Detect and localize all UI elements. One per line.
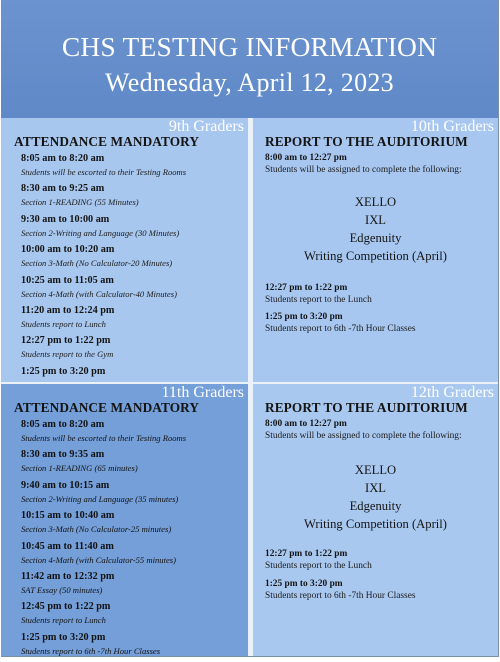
schedule-note: Students report to 6th -7th Hour Classes — [265, 591, 416, 601]
schedule-item — [21, 274, 244, 300]
schedule-time: 12:45 pm to 1:22 pm — [21, 601, 111, 613]
schedule-item — [21, 152, 244, 178]
schedule-time: 10:00 am to 10:20 am — [21, 244, 115, 256]
schedule-note: Section 1-READING (65 minutes) — [21, 463, 138, 474]
schedule-item — [21, 570, 244, 596]
activity-list — [253, 461, 498, 533]
schedule-note: Section 3-Math (No Calculator-25 minutes) — [21, 524, 172, 535]
schedule-note: Students report to the Gym — [21, 349, 114, 360]
row-divider — [1, 382, 498, 384]
activity-item: IXL — [365, 481, 386, 495]
section-title: ATTENDANCE MANDATORY — [14, 400, 200, 415]
schedule-time: 1:25 pm to 3:20 pm — [265, 312, 343, 322]
grade-label: 12th Graders — [410, 384, 494, 401]
schedule-note: Students report to the Lunch — [265, 295, 372, 305]
activity-list — [253, 193, 498, 265]
schedule-note: Students report to Lunch — [21, 318, 106, 329]
schedule-item — [21, 334, 244, 360]
schedule-item — [21, 213, 244, 239]
schedule-note: Section 3-Math (No Calculator-20 Minutes) — [21, 258, 173, 269]
schedule-item — [21, 182, 244, 208]
schedule-item — [21, 304, 244, 330]
section-12th-graders — [253, 384, 498, 656]
section-10th-graders — [253, 118, 498, 382]
schedule-time: 12:27 pm to 1:22 pm — [265, 283, 348, 293]
schedule-time: 8:00 am to 12:27 pm — [265, 419, 347, 429]
schedule-note: Section 2-Writing and Language (35 minutes) — [21, 493, 179, 504]
schedule-note: Students will be escorted to their Testing Rooms — [21, 167, 187, 177]
page-title: CHS TESTING INFORMATION — [61, 31, 438, 62]
schedule-item — [21, 540, 244, 566]
activity-item: Edgenuity — [349, 499, 402, 513]
schedule-note: Section 2-Writing and Language (30 Minutes) — [21, 227, 180, 238]
schedule-time: 8:05 am to 8:20 am — [21, 153, 105, 164]
schedule-time: 12:27 pm to 1:22 pm — [21, 335, 111, 347]
activity-item: Writing Competition (April) — [304, 249, 447, 263]
schedule-time: 10:15 am to 10:40 am — [21, 510, 115, 522]
section-11th-graders — [1, 384, 248, 656]
schedule-time: 8:30 am to 9:25 am — [21, 183, 105, 195]
schedule-item — [21, 479, 244, 505]
schedule-time: 1:25 pm to 3:20 pm — [21, 631, 106, 643]
schedule-item — [21, 509, 244, 535]
schedule-time: 8:05 am to 8:20 am — [21, 419, 105, 430]
schedule-time: 1:25 pm to 3:20 pm — [21, 365, 106, 377]
activity-item: IXL — [365, 213, 386, 227]
schedule-note: Students report to 6th -7th Hour Classes — [265, 324, 416, 334]
schedule-time: 11:42 am to 12:32 pm — [21, 570, 115, 582]
lunch-block — [265, 282, 494, 306]
schedule-note: Students report to Lunch — [21, 615, 106, 626]
section-title: REPORT TO THE AUDITORIUM — [265, 400, 468, 415]
schedule-time: 12:27 pm to 1:22 pm — [265, 549, 348, 559]
assignment-block — [265, 418, 494, 442]
schedule-note: SAT Essay (50 minutes) — [21, 584, 103, 595]
classes-block — [265, 311, 494, 335]
schedule-note: Section 1-READING (55 Minutes) — [21, 197, 139, 208]
grade-label: 9th Graders — [168, 118, 244, 135]
flyer-header — [1, 0, 498, 118]
schedule-time: 10:25 am to 11:05 am — [21, 274, 114, 286]
schedule-time: 11:20 am to 12:24 pm — [21, 304, 115, 316]
schedule-note: Section 4-Math (with Calculator-55 minutes) — [21, 554, 176, 565]
lunch-block — [265, 548, 494, 572]
schedule-item — [21, 631, 244, 657]
schedule-time: 1:25 pm to 3:20 pm — [265, 579, 343, 589]
schedule-list — [21, 152, 244, 395]
schedule-list — [21, 418, 244, 661]
activity-item: XELLO — [354, 463, 397, 477]
schedule-item — [21, 243, 244, 269]
section-title: ATTENDANCE MANDATORY — [14, 134, 200, 149]
schedule-time: 8:30 am to 9:35 am — [21, 449, 105, 461]
schedule-time: 9:30 am to 10:00 am — [21, 213, 110, 225]
schedule-note: Students report to the Lunch — [265, 561, 372, 571]
activity-item: XELLO — [354, 195, 397, 209]
schedule-time: 9:40 am to 10:15 am — [21, 479, 110, 491]
schedule-time: 10:45 am to 11:40 am — [21, 540, 114, 552]
page-date: Wednesday, April 12, 2023 — [105, 68, 394, 97]
section-title: REPORT TO THE AUDITORIUM — [265, 134, 468, 149]
schedule-note: Students will be escorted to their Testing Rooms — [21, 433, 187, 443]
classes-block — [265, 578, 494, 602]
section-9th-graders — [1, 118, 248, 382]
activity-item: Edgenuity — [349, 231, 402, 245]
schedule-note: Section 4-Math (with Calculator-40 Minutes) — [21, 288, 177, 299]
activity-item: Writing Competition (April) — [304, 517, 447, 531]
column-divider — [248, 118, 253, 656]
assignment-block — [265, 152, 494, 176]
grade-label: 10th Graders — [410, 118, 494, 135]
schedule-note: Students report to 6th -7th Hour Classes — [21, 645, 161, 656]
schedule-note: Students will be assigned to complete the following: — [265, 165, 462, 175]
schedule-time: 8:00 am to 12:27 pm — [265, 153, 347, 163]
schedule-item — [21, 448, 244, 474]
schedule-item — [21, 418, 244, 444]
schedule-item — [21, 600, 244, 626]
schedule-note: Students will be assigned to complete the following: — [265, 431, 462, 441]
grade-label: 11th Graders — [161, 384, 244, 401]
